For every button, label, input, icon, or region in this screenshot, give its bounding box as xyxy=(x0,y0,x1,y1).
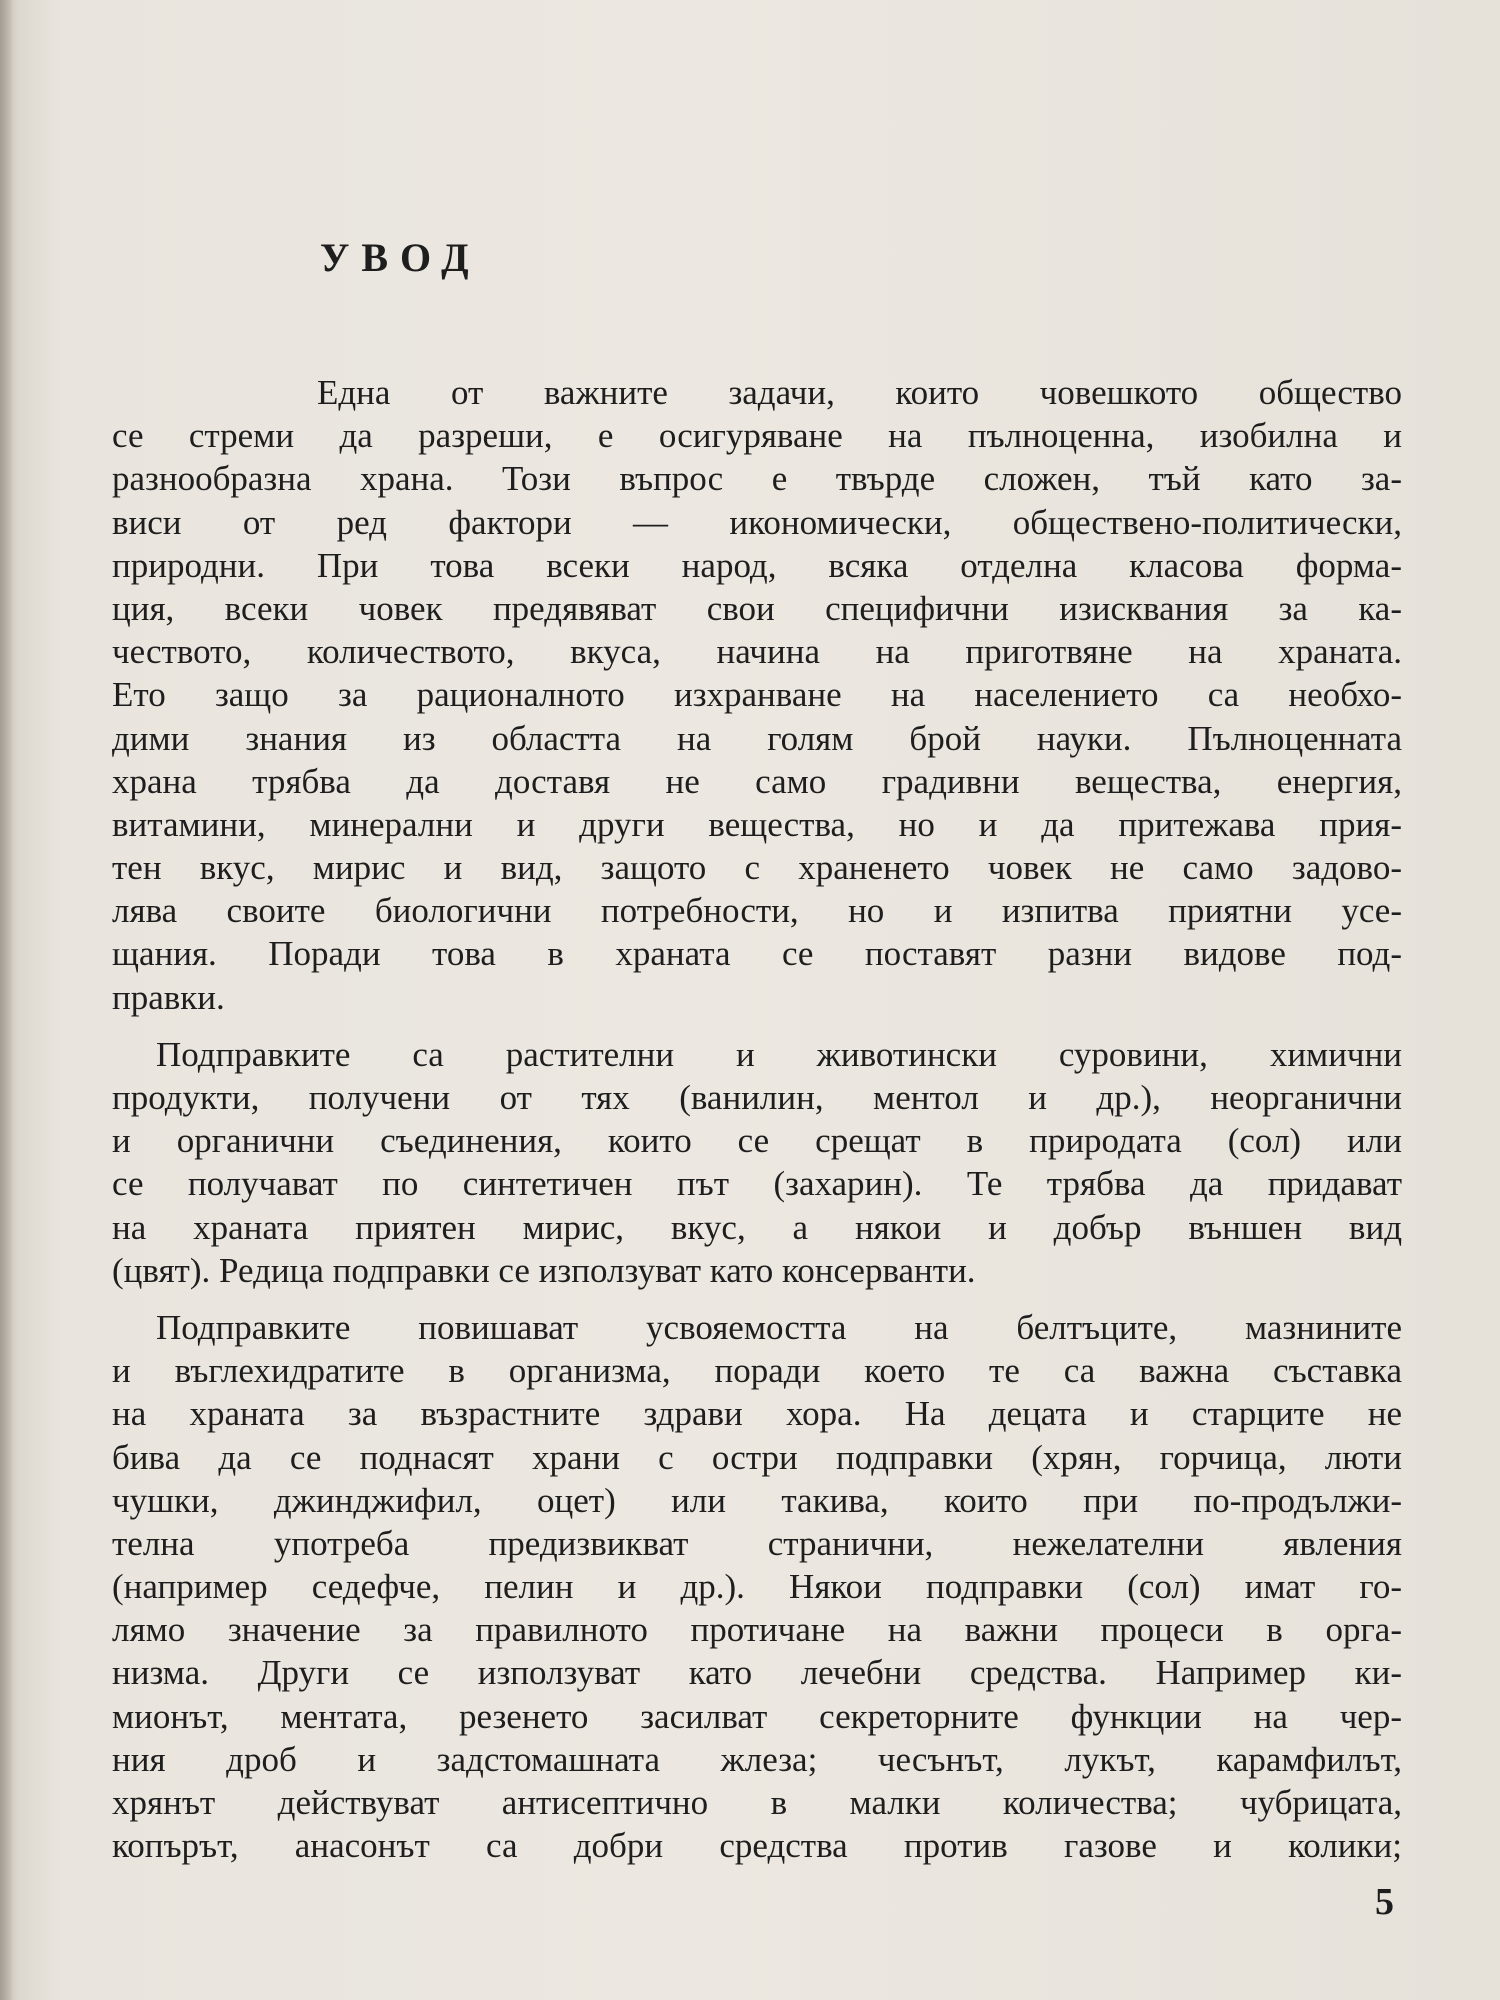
text-line: и органични съединения, които се срещат в природата (сол) или xyxy=(112,1121,1402,1161)
text-line: на храната за възрастните здрави хора. На децата и старците не xyxy=(112,1394,1402,1434)
text-line: (цвят). Редица подправки се използуват като консерванти. xyxy=(112,1250,976,1290)
text-line: Подправките са растителни и животински суровини, химични xyxy=(156,1034,1402,1074)
text-line: правки. xyxy=(112,977,225,1017)
text-line: ция, всеки човек предявяват свои специфични изисквания за ка- xyxy=(112,588,1402,628)
text-line: (например седефче, пелин и др.). Някои подправки (сол) имат го- xyxy=(112,1567,1402,1607)
text-line: мионът, ментата, резенето засилват секреторните функции на чер- xyxy=(112,1696,1402,1736)
text-line: на храната приятен мирис, вкус, а някои и добър външен вид xyxy=(112,1207,1402,1247)
text-line: витамини, минерални и други вещества, но и да притежава прия- xyxy=(112,804,1402,844)
page-edge-shadow xyxy=(0,0,14,2000)
text-line: се стреми да разреши, е осигуряване на пълноценна, изобилна и xyxy=(112,416,1402,456)
text-line: Една от важните задачи, които човешкото общество xyxy=(317,373,1402,412)
text-line: Ето защо за рационалното изхранване на населението са необхо- xyxy=(112,675,1402,715)
chapter-heading: УВОД xyxy=(320,235,481,280)
text-line: ния дроб и задстомашната жлеза; чесънът, лукът, карамфилът, xyxy=(112,1739,1402,1779)
text-line: разнообразна храна. Този въпрос е твърде сложен, тъй като за- xyxy=(112,459,1402,499)
text-line: телна употреба предизвикват странични, нежелателни явления xyxy=(112,1523,1402,1563)
text-line: виси от ред фактори — икономически, обществено-политически, xyxy=(112,502,1402,542)
text-line: хрянът действуват антисептично в малки количества; чубрицата, xyxy=(112,1783,1402,1822)
text-line: копърът, анасонът са добри средства против газове и колики; xyxy=(112,1826,1402,1866)
text-line: тен вкус, мирис и вид, защото с храненето човек не само задово- xyxy=(112,848,1402,888)
text-line: щания. Поради това в храната се поставят разни видове под- xyxy=(112,934,1402,974)
text-line: лямо значение за правилното протичане на важни процеси в орга- xyxy=(112,1610,1402,1650)
text-line: бива да се поднасят храни с остри подправки (хрян, горчица, люти xyxy=(112,1437,1402,1477)
text-line: се получават по синтетичен път (захарин). Те трябва да придават xyxy=(112,1164,1402,1204)
text-line: храна трябва да доставя не само градивни вещества, енергия, xyxy=(112,761,1402,801)
text-line: дими знания из областта на голям брой науки. Пълноценната xyxy=(112,718,1402,758)
text-line: чеството, количеството, вкуса, начина на приготвяне на храната. xyxy=(112,632,1402,672)
text-line: Подправките повишават усвояемостта на белтъците, мазнините xyxy=(156,1307,1402,1347)
paragraph xyxy=(112,1033,1402,1292)
text-line: продукти, получени от тях (ванилин, ментол и др.), неорганични xyxy=(112,1078,1402,1117)
text-line: природни. При това всеки народ, всяка отделна класова форма- xyxy=(112,545,1402,585)
text-line: лява своите биологични потребности, но и изпитва приятни усе- xyxy=(112,891,1402,931)
text-line: чушки, джинджифил, оцет) или такива, които при по-продължи- xyxy=(112,1480,1402,1520)
page-number: 5 xyxy=(1375,1881,1394,1923)
paragraph xyxy=(112,1306,1402,1867)
text-line: низма. Други се използуват като лечебни средства. Например ки- xyxy=(112,1653,1402,1693)
paragraph xyxy=(112,371,1402,1019)
body-text xyxy=(112,371,1402,1867)
text-line: и въглехидратите в организма, поради което те са важна съставка xyxy=(112,1351,1402,1391)
